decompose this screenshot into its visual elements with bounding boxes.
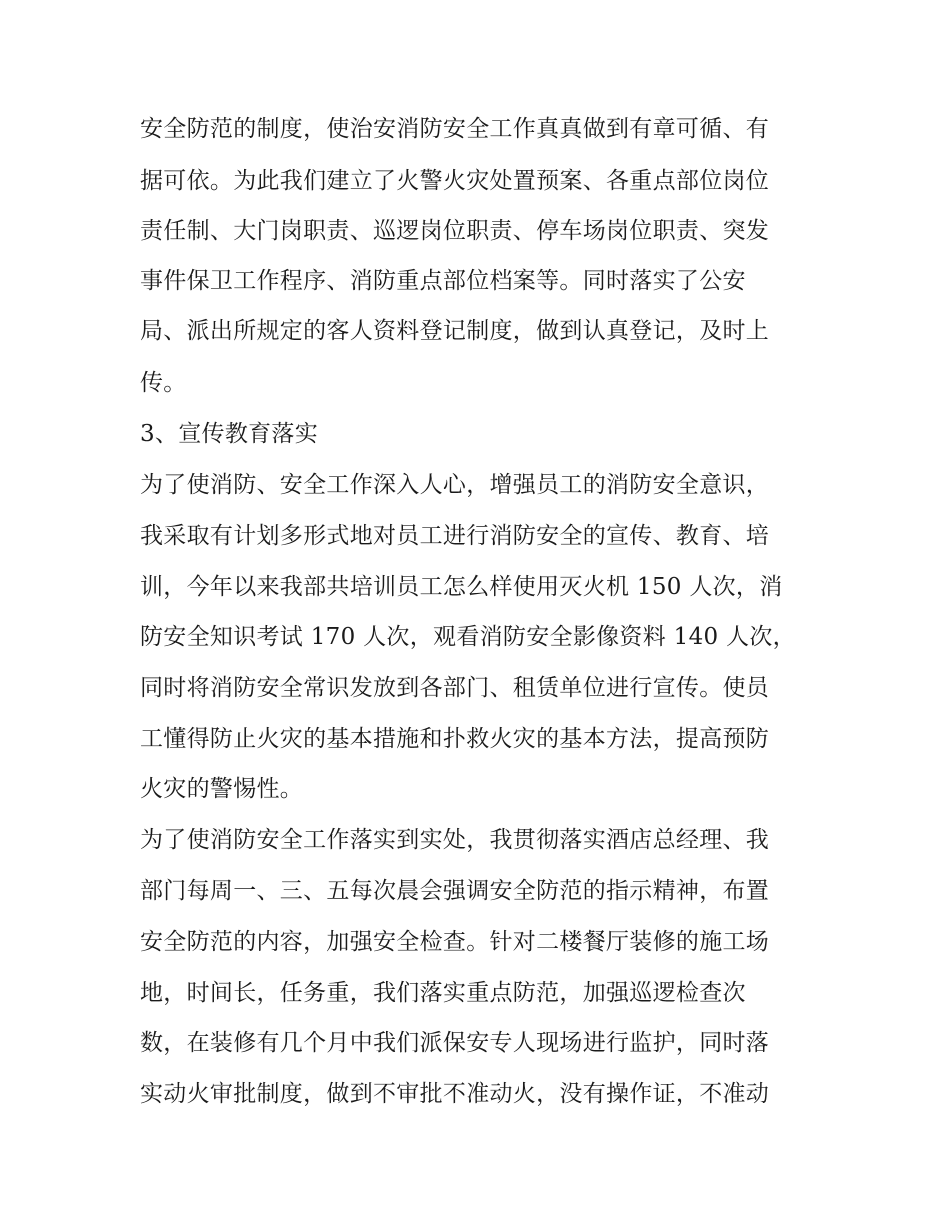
text-line: 安全防范的制度，使治安消防安全工作真真做到有章可循、有 (140, 116, 770, 142)
text-line: 安全防范的内容，加强安全检查。针对二楼餐厅装修的施工场 (140, 929, 770, 955)
text-line: 工懂得防止火灾的基本措施和扑救火灾的基本方法，提高预防 (140, 726, 770, 752)
text-line: 传。 (140, 370, 187, 396)
text-line: 据可依。为此我们建立了火警火灾处置预案、各重点部位岗位 (140, 168, 770, 194)
text-line: 同时将消防安全常识发放到各部门、租赁单位进行宣传。使员 (140, 675, 770, 701)
text-line: 火灾的警惕性。 (140, 776, 304, 802)
text-line: 为了使消防、安全工作深入人心，增强员工的消防安全意识， (140, 472, 770, 498)
section-heading: 3、宣传教育落实 (140, 421, 319, 447)
text-line: 实动火审批制度，做到不审批不准动火，没有操作证，不准动 (140, 1081, 770, 1107)
text-line: 部门每周一、三、五每次晨会强调安全防范的指示精神，布置 (140, 878, 770, 904)
text-line: 训，今年以来我部共培训员工怎么样使用灭火机 150 人次，消 (140, 574, 783, 600)
text-line: 地，时间长，任务重，我们落实重点防范，加强巡逻检查次 (140, 980, 746, 1006)
text-line: 事件保卫工作程序、消防重点部位档案等。同时落实了公安 (140, 268, 746, 294)
text-line: 局、派出所规定的客人资料登记制度，做到认真登记，及时上 (140, 318, 770, 344)
text-line: 防安全知识考试 170 人次，观看消防安全影像资料 140 人次， (140, 624, 796, 650)
text-line: 数，在装修有几个月中我们派保安专人现场进行监护，同时落 (140, 1030, 770, 1056)
text-line: 我采取有计划多形式地对员工进行消防安全的宣传、教育、培 (140, 523, 770, 549)
text-line: 为了使消防安全工作落实到实处，我贯彻落实酒店总经理、我 (140, 827, 770, 853)
text-line: 责任制、大门岗职责、巡逻岗位职责、停车场岗位职责、突发 (140, 218, 770, 244)
